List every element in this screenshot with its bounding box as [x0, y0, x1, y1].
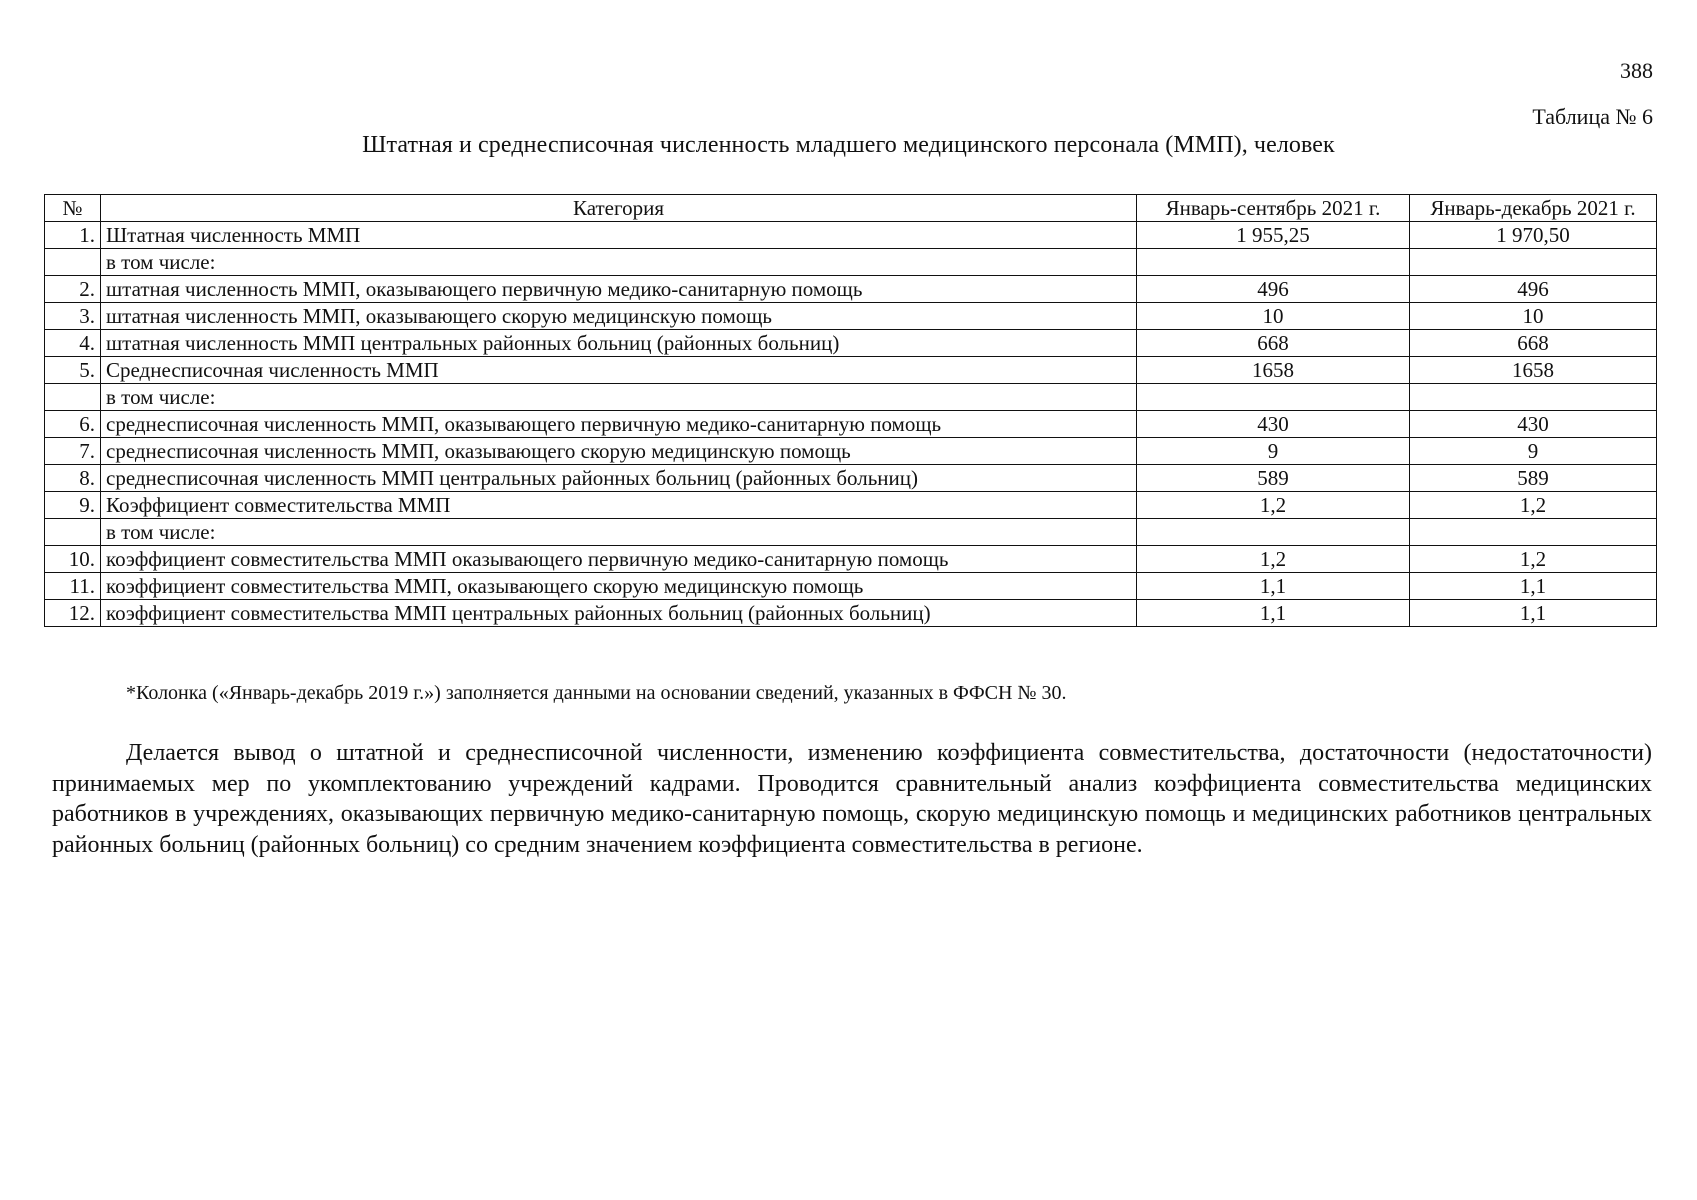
- row-num: 7.: [45, 438, 101, 465]
- row-period-1: [1137, 384, 1410, 411]
- row-category: Штатная численность ММП: [101, 222, 1137, 249]
- row-category: Среднесписочная численность ММП: [101, 357, 1137, 384]
- row-period-2: 668: [1410, 330, 1657, 357]
- table-header-row: [45, 195, 1657, 222]
- row-num: 10.: [45, 546, 101, 573]
- row-period-2: 1,1: [1410, 573, 1657, 600]
- header-category: Категория: [101, 195, 1137, 222]
- row-period-1: 1,2: [1137, 492, 1410, 519]
- row-category: среднесписочная численность ММП центральных районных больниц (районных больниц): [101, 465, 1137, 492]
- page-number: 388: [1620, 58, 1653, 83]
- row-category: в том числе:: [101, 519, 1137, 546]
- table-row: [45, 519, 1657, 546]
- header-period-2: Январь-декабрь 2021 г.: [1410, 195, 1657, 222]
- row-period-1: 9: [1137, 438, 1410, 465]
- row-category: штатная численность ММП центральных районных больниц (районных больниц): [101, 330, 1137, 357]
- table-title: Штатная и среднесписочная численность младшего медицинского персонала (ММП), человек: [362, 132, 1335, 158]
- table-row: [45, 249, 1657, 276]
- row-num: 5.: [45, 357, 101, 384]
- row-category: коэффициент совместительства ММП центральных районных больниц (районных больниц): [101, 600, 1137, 627]
- row-period-1: 1658: [1137, 357, 1410, 384]
- table-label: Таблица № 6: [1532, 104, 1653, 129]
- table-row: [45, 330, 1657, 357]
- row-period-2: [1410, 249, 1657, 276]
- table-row: [45, 384, 1657, 411]
- row-period-1: 1,2: [1137, 546, 1410, 573]
- table-row: [45, 573, 1657, 600]
- row-period-2: 430: [1410, 411, 1657, 438]
- row-period-2: [1410, 384, 1657, 411]
- row-period-1: 668: [1137, 330, 1410, 357]
- row-period-2: 1 970,50: [1410, 222, 1657, 249]
- row-num: 2.: [45, 276, 101, 303]
- row-period-1: 10: [1137, 303, 1410, 330]
- row-num: 12.: [45, 600, 101, 627]
- table-row: [45, 465, 1657, 492]
- row-num: 9.: [45, 492, 101, 519]
- row-category: среднесписочная численность ММП, оказывающего первичную медико-санитарную помощь: [101, 411, 1137, 438]
- row-category: среднесписочная численность ММП, оказывающего скорую медицинскую помощь: [101, 438, 1137, 465]
- row-period-2: [1410, 519, 1657, 546]
- row-num: [45, 249, 101, 276]
- row-category: штатная численность ММП, оказывающего скорую медицинскую помощь: [101, 303, 1137, 330]
- table-row: [45, 222, 1657, 249]
- table-row: [45, 600, 1657, 627]
- row-category: коэффициент совместительства ММП оказывающего первичную медико-санитарную помощь: [101, 546, 1137, 573]
- row-period-1: 1,1: [1137, 600, 1410, 627]
- table-row: [45, 357, 1657, 384]
- row-period-2: 1,2: [1410, 546, 1657, 573]
- row-category: в том числе:: [101, 384, 1137, 411]
- row-num: 8.: [45, 465, 101, 492]
- row-num: 6.: [45, 411, 101, 438]
- row-num: [45, 384, 101, 411]
- row-num: 1.: [45, 222, 101, 249]
- row-period-1: 1 955,25: [1137, 222, 1410, 249]
- footnote: *Колонка («Январь-декабрь 2019 г.») заполняется данными на основании сведений, указанных в ФФСН № 30.: [126, 682, 1067, 704]
- header-period-1: Январь-сентябрь 2021 г.: [1137, 195, 1410, 222]
- table-row: [45, 546, 1657, 573]
- row-period-2: 9: [1410, 438, 1657, 465]
- header-num: №: [45, 195, 101, 222]
- table-row: [45, 276, 1657, 303]
- row-period-1: [1137, 249, 1410, 276]
- row-period-1: 496: [1137, 276, 1410, 303]
- table-row: [45, 438, 1657, 465]
- row-category: Коэффициент совместительства ММП: [101, 492, 1137, 519]
- row-period-2: 589: [1410, 465, 1657, 492]
- row-category: в том числе:: [101, 249, 1137, 276]
- row-period-1: [1137, 519, 1410, 546]
- row-category: коэффициент совместительства ММП, оказывающего скорую медицинскую помощь: [101, 573, 1137, 600]
- row-period-1: 430: [1137, 411, 1410, 438]
- row-period-1: 1,1: [1137, 573, 1410, 600]
- row-num: 4.: [45, 330, 101, 357]
- row-period-2: 1,2: [1410, 492, 1657, 519]
- row-num: 3.: [45, 303, 101, 330]
- row-num: 11.: [45, 573, 101, 600]
- table-row: [45, 411, 1657, 438]
- staffing-table: [44, 194, 1657, 627]
- table-row: [45, 303, 1657, 330]
- table-row: [45, 492, 1657, 519]
- row-num: [45, 519, 101, 546]
- row-category: штатная численность ММП, оказывающего первичную медико-санитарную помощь: [101, 276, 1137, 303]
- row-period-2: 1658: [1410, 357, 1657, 384]
- row-period-2: 496: [1410, 276, 1657, 303]
- row-period-2: 1,1: [1410, 600, 1657, 627]
- row-period-1: 589: [1137, 465, 1410, 492]
- row-period-2: 10: [1410, 303, 1657, 330]
- conclusion-paragraph: Делается вывод о штатной и среднесписочной численности, изменению коэффициента совместительства, достаточности (недостаточности) принимаемых мер по укомплектованию учреждений кадрами. Проводится сравнительный анализ коэффициента совместительства медицинских работников в учреждениях, оказывающих первичную медико-санитарную помощь, скорую медицинскую помощь и медицинских работников центральных районных больниц (районных больниц) со средним значением коэффициента совместительства в регионе.: [52, 740, 1652, 858]
